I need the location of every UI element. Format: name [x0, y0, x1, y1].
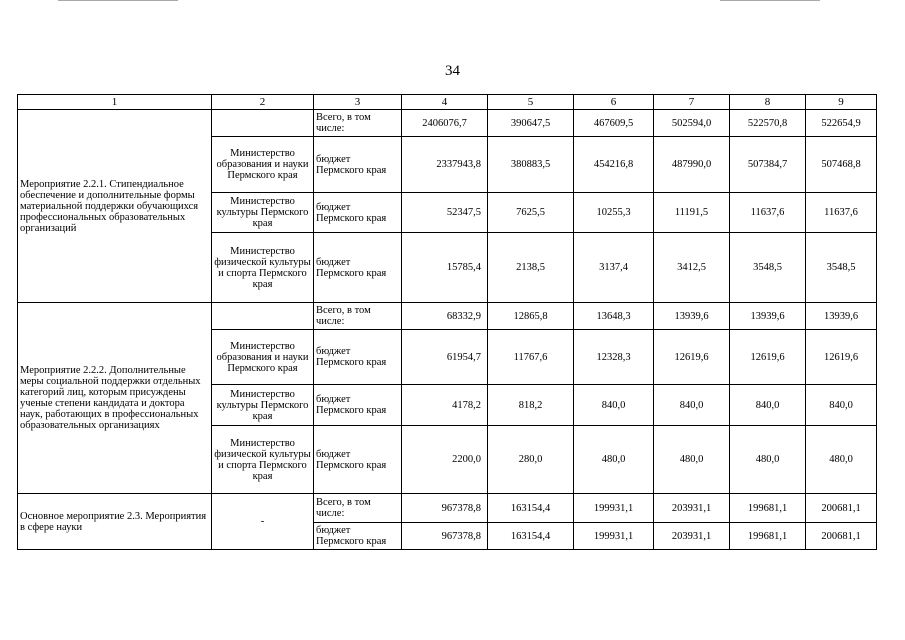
value-cell: 11637,6	[806, 193, 877, 233]
source-cell: бюджет Пермского края	[314, 385, 402, 426]
executor-cell: Министерство физической культуры и спорта Пермского края	[212, 233, 314, 303]
value-cell: 52347,5	[402, 193, 488, 233]
value-cell: 2138,5	[488, 233, 574, 303]
value-cell: 13939,6	[806, 303, 877, 330]
value-cell: 3548,5	[730, 233, 806, 303]
source-cell: бюджет Пермского края	[314, 330, 402, 385]
header-cell: 2	[212, 95, 314, 110]
scan-edge-line-right	[720, 0, 820, 1]
value-cell: 480,0	[654, 426, 730, 494]
header-cell: 3	[314, 95, 402, 110]
value-cell: 11191,5	[654, 193, 730, 233]
value-cell: 203931,1	[654, 523, 730, 550]
activity-name-cell: Основное мероприятие 2.3. Мероприятия в сфере науки	[18, 494, 212, 550]
value-cell: 12619,6	[654, 330, 730, 385]
value-cell: 840,0	[654, 385, 730, 426]
value-cell: 840,0	[806, 385, 877, 426]
value-cell: 967378,8	[402, 523, 488, 550]
source-cell: бюджет Пермского края	[314, 137, 402, 193]
activity-name-cell: Мероприятие 2.2.1. Стипендиальное обеспечение и дополнительные формы материальной поддержки обучающихся профессиональных образовательных организаций	[18, 110, 212, 303]
executor-cell: Министерство физической культуры и спорта Пермского края	[212, 426, 314, 494]
executor-cell: Министерство культуры Пермского края	[212, 193, 314, 233]
header-cell: 4	[402, 95, 488, 110]
value-cell: 3548,5	[806, 233, 877, 303]
value-cell: 199681,1	[730, 494, 806, 523]
value-cell: 380883,5	[488, 137, 574, 193]
table-row	[18, 303, 877, 330]
source-cell: бюджет Пермского края	[314, 233, 402, 303]
value-cell: 840,0	[574, 385, 654, 426]
value-cell: 840,0	[730, 385, 806, 426]
value-cell: 2406076,7	[402, 110, 488, 137]
value-cell: 13939,6	[730, 303, 806, 330]
activity-name-cell: Мероприятие 2.2.2. Дополнительные меры социальной поддержки отдельных категорий лиц, которым присуждены ученые степени кандидата и доктора наук, работающих в профессиональных образовательных организациях	[18, 303, 212, 494]
value-cell: 15785,4	[402, 233, 488, 303]
value-cell: 12865,8	[488, 303, 574, 330]
value-cell: 163154,4	[488, 494, 574, 523]
scan-edge-line-left	[58, 0, 178, 1]
value-cell: 2200,0	[402, 426, 488, 494]
value-cell: 12328,3	[574, 330, 654, 385]
value-cell: 10255,3	[574, 193, 654, 233]
value-cell: 199681,1	[730, 523, 806, 550]
table-row	[18, 494, 877, 523]
value-cell: 13939,6	[654, 303, 730, 330]
value-cell: 480,0	[730, 426, 806, 494]
value-cell: 61954,7	[402, 330, 488, 385]
value-cell: 507468,8	[806, 137, 877, 193]
header-cell: 8	[730, 95, 806, 110]
value-cell: 200681,1	[806, 494, 877, 523]
value-cell: 967378,8	[402, 494, 488, 523]
table-row	[18, 110, 877, 137]
value-cell: 2337943,8	[402, 137, 488, 193]
value-cell: 502594,0	[654, 110, 730, 137]
source-cell: Всего, в том числе:	[314, 110, 402, 137]
source-cell: бюджет Пермского края	[314, 193, 402, 233]
value-cell: 200681,1	[806, 523, 877, 550]
value-cell: 11767,6	[488, 330, 574, 385]
source-cell: Всего, в том числе:	[314, 494, 402, 523]
header-cell: 6	[574, 95, 654, 110]
header-cell: 1	[18, 95, 212, 110]
value-cell: 163154,4	[488, 523, 574, 550]
value-cell: 487990,0	[654, 137, 730, 193]
page-number: 34	[445, 63, 460, 79]
executor-cell: -	[212, 494, 314, 550]
value-cell: 199931,1	[574, 523, 654, 550]
value-cell: 13648,3	[574, 303, 654, 330]
header-row	[18, 95, 877, 110]
executor-cell: Министерство культуры Пермского края	[212, 385, 314, 426]
value-cell: 4178,2	[402, 385, 488, 426]
value-cell: 467609,5	[574, 110, 654, 137]
value-cell: 280,0	[488, 426, 574, 494]
value-cell: 390647,5	[488, 110, 574, 137]
header-cell: 5	[488, 95, 574, 110]
source-cell: бюджет Пермского края	[314, 426, 402, 494]
value-cell: 480,0	[806, 426, 877, 494]
executor-cell: Министерство образования и науки Пермского края	[212, 330, 314, 385]
value-cell: 68332,9	[402, 303, 488, 330]
header-cell: 7	[654, 95, 730, 110]
value-cell: 7625,5	[488, 193, 574, 233]
source-cell: Всего, в том числе:	[314, 303, 402, 330]
header-cell: 9	[806, 95, 877, 110]
value-cell: 3137,4	[574, 233, 654, 303]
value-cell: 12619,6	[730, 330, 806, 385]
value-cell: 12619,6	[806, 330, 877, 385]
value-cell: 203931,1	[654, 494, 730, 523]
executor-cell	[212, 110, 314, 137]
value-cell: 454216,8	[574, 137, 654, 193]
executor-cell: Министерство образования и науки Пермского края	[212, 137, 314, 193]
value-cell: 3412,5	[654, 233, 730, 303]
budget-table	[17, 94, 877, 550]
value-cell: 199931,1	[574, 494, 654, 523]
executor-cell	[212, 303, 314, 330]
value-cell: 507384,7	[730, 137, 806, 193]
value-cell: 11637,6	[730, 193, 806, 233]
value-cell: 522570,8	[730, 110, 806, 137]
value-cell: 480,0	[574, 426, 654, 494]
value-cell: 818,2	[488, 385, 574, 426]
value-cell: 522654,9	[806, 110, 877, 137]
source-cell: бюджет Пермского края	[314, 523, 402, 550]
